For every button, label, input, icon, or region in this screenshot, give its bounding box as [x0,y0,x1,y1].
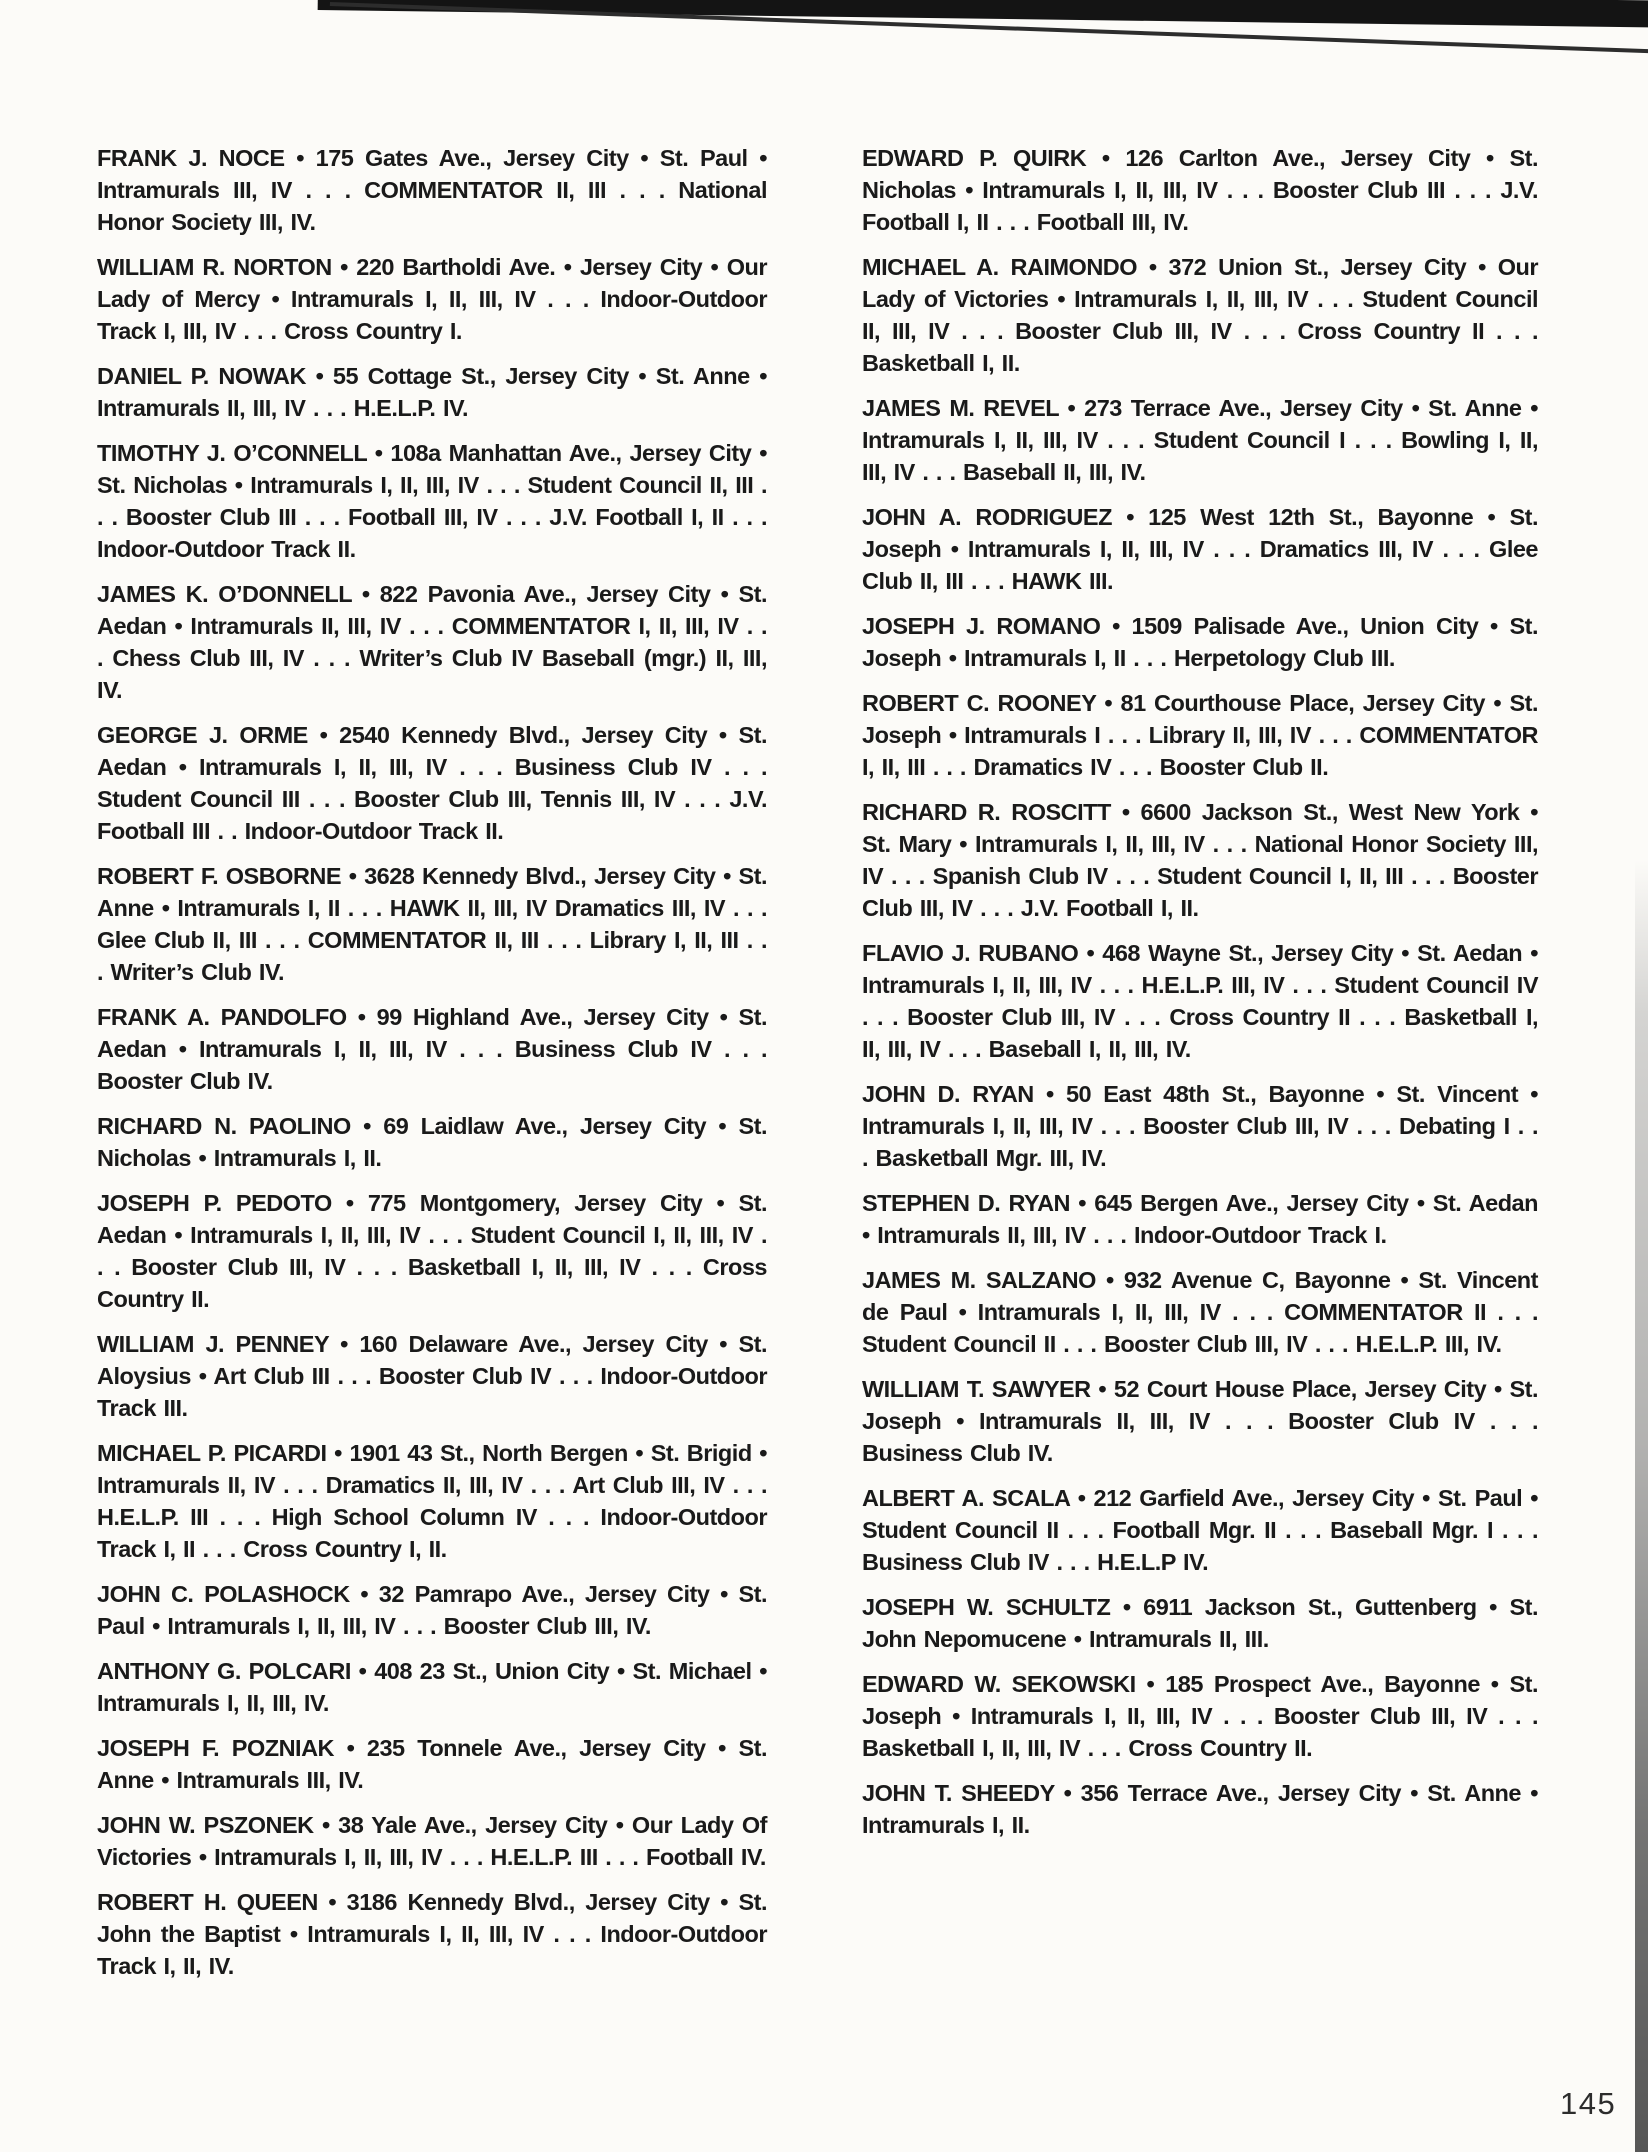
bullet-separator: • [349,1581,379,1607]
student-name: JOHN C. POLASHOCK [97,1581,350,1607]
student-name: EDWARD W. SEKOWSKI [862,1671,1136,1697]
directory-entry [862,796,1538,924]
bullet-separator: • [1095,690,1121,716]
student-name: RICHARD R. ROSCITT [862,799,1111,825]
entry-details: 38 Yale Ave., Jersey City • Our Lady Of Victories • Intramurals I, II, III, IV . . . H.E.L.P. III . . . Football IV. [97,1812,767,1870]
entry-details: 108a Manhattan Ave., Jersey City • St. Nicholas • Intramurals I, II, III, IV . . . Student Council II, III . . . Booster Club III . . . Football III, IV . . . J.V. Football I, II . . . Indoor-Outdoor Track II. [97,440,767,562]
bullet-separator: • [1100,613,1132,639]
entry-details: 822 Pavonia Ave., Jersey City • St. Aedan • Intramurals II, III, IV . . . COMMENTATOR I, II, III, IV . . . Chess Club III, IV . . . Writer’s Club IV Baseball (mgr.) II, III, IV. [97,581,767,703]
bullet-separator: • [328,1331,360,1357]
student-name: ROBERT H. QUEEN [97,1889,318,1915]
directory-entry [97,1732,767,1796]
bullet-separator: • [350,1113,384,1139]
page-number: 145 [1560,2086,1617,2121]
student-name: FLAVIO J. RUBANO [862,940,1079,966]
student-name: FRANK A. PANDOLFO [97,1004,347,1030]
student-name: TIMOTHY J. O’CONNELL [97,440,367,466]
directory-entry [862,1187,1538,1251]
student-name: JOSEPH J. ROMANO [862,613,1101,639]
entry-details: 126 Carlton Ave., Jersey City • St. Nicholas • Intramurals I, II, III, IV . . . Booster Club III . . . J.V. Football I, II . . . Football III, IV. [862,145,1538,235]
student-name: JOHN W. PSZONEK [97,1812,314,1838]
entry-details: 775 Montgomery, Jersey City • St. Aedan • Intramurals I, II, III, IV . . . Student Council I, II, III, IV . . . Booster Club III, IV . . . Basketball I, II, III, IV . . . Cross Country II. [97,1190,767,1312]
bullet-separator: • [351,581,380,607]
bullet-separator: • [341,863,365,889]
directory-entry [862,1264,1538,1360]
entry-details: 81 Courthouse Place, Jersey City • St. Joseph • Intramurals I . . . Library II, III, IV . . . COMMENTATOR I, II, III . . . Dramatics IV . . . Booster Club II. [862,690,1538,780]
entry-details: 932 Avenue C, Bayonne • St. Vincent de Paul • Intramurals I, II, III, IV . . . COMMENTATOR II . . . Student Council II . . . Booster Club III, IV . . . H.E.L.P. III, IV. [862,1267,1538,1357]
entry-details: 55 Cottage St., Jersey City • St. Anne • Intramurals II, III, IV . . . H.E.L.P. IV. [97,363,767,421]
directory-entry [862,251,1538,379]
directory-entry [97,578,767,706]
directory-entry [97,719,767,847]
directory-entry [862,1373,1538,1469]
entry-details: 220 Bartholdi Ave. • Jersey City • Our Lady of Mercy • Intramurals I, II, III, IV . . . Indoor-Outdoor Track I, III, IV . . . Cross Country I. [97,254,767,344]
directory-entry [97,142,767,238]
student-name: WILLIAM T. SAWYER [862,1376,1091,1402]
directory-entry [97,1437,767,1565]
student-name: FRANK J. NOCE [97,145,285,171]
directory-entry [862,1591,1538,1655]
entry-details: 3628 Kennedy Blvd., Jersey City • St. Anne • Intramurals I, II . . . HAWK II, III, IV Dramatics III, IV . . . Glee Club II, III . . . COMMENTATOR II, III . . . Library I, II, III . . . Writer’s Club IV. [97,863,767,985]
directory-entry [97,437,767,565]
student-name: JOSEPH P. PEDOTO [97,1190,332,1216]
directory-entry [97,1886,767,1982]
bullet-separator: • [1090,1376,1114,1402]
entry-details: 1509 Palisade Ave., Union City • St. Joseph • Intramurals I, II . . . Herpetology Club III. [862,613,1538,671]
scan-artifact-top-band [318,0,1648,29]
student-name: RICHARD N. PAOLINO [97,1113,351,1139]
bullet-separator: • [350,1658,375,1684]
bullet-separator: • [284,145,316,171]
bullet-separator: • [1110,799,1141,825]
student-name: JAMES M. SALZANO [862,1267,1096,1293]
directory-entry [862,1668,1538,1764]
bullet-separator: • [1069,1485,1094,1511]
directory-entry [862,937,1538,1065]
student-name: WILLIAM J. PENNEY [97,1331,329,1357]
bullet-separator: • [313,1812,339,1838]
bullet-separator: • [1095,1267,1124,1293]
entry-details: 212 Garfield Ave., Jersey City • St. Paul • Student Council II . . . Football Mgr. II . . . Baseball Mgr. I . . . Business Club IV . . . H.E.L.P IV. [862,1485,1538,1575]
directory-entry [862,392,1538,488]
student-name: EDWARD P. QUIRK [862,145,1087,171]
entry-details: 52 Court House Place, Jersey City • St. Joseph • Intramurals II, III, IV . . . Booster Club IV . . . Business Club IV. [862,1376,1538,1466]
directory-entry [862,1482,1538,1578]
directory-entry [97,360,767,424]
student-name: DANIEL P. NOWAK [97,363,306,389]
entry-details: 372 Union St., Jersey City • Our Lady of Victories • Intramurals I, II, III, IV . . . Student Council II, III, IV . . . Booster Club III, IV . . . Cross Country II . . . Basketball I, II. [862,254,1538,376]
directory-entry [97,1655,767,1719]
directory-entry [862,1777,1538,1841]
student-name: JOSEPH W. SCHULTZ [862,1594,1111,1620]
directory-entry [97,1809,767,1873]
bullet-separator: • [1111,504,1149,530]
bullet-separator: • [334,1735,367,1761]
directory-entry [97,1001,767,1097]
entry-details: 2540 Kennedy Blvd., Jersey City • St. Aedan • Intramurals I, II, III, IV . . . Business Club IV . . . Student Council III . . . Booster Club III, Tennis III, IV . . . J.V. Football III . . Indoor-Outdoor Track II. [97,722,767,844]
entry-details: 273 Terrace Ave., Jersey City • St. Anne • Intramurals I, II, III, IV . . . Student Council I . . . Bowling I, II, III, IV . . . Baseball II, III, IV. [862,395,1538,485]
entry-details: 50 East 48th St., Bayonne • St. Vincent • Intramurals I, II, III, IV . . . Booster Club III, IV . . . Debating I . . . Basketball Mgr. III, IV. [862,1081,1538,1171]
bullet-separator: • [1135,1671,1166,1697]
student-name: JOHN T. SHEEDY [862,1780,1055,1806]
entry-details: 1901 43 St., North Bergen • St. Brigid • Intramurals II, IV . . . Dramatics II, III, IV . . . Art Club III, IV . . . H.E.L.P. III . . . High School Column IV . . . Indoor-Outdoor Track I, II . . . Cross Country I, II. [97,1440,767,1562]
directory-entry [97,251,767,347]
scan-artifact-right-strip [1635,860,1648,2152]
student-name: JAMES K. O’DONNELL [97,581,352,607]
directory-entry [862,610,1538,674]
directory-entry [97,1110,767,1174]
bullet-separator: • [346,1004,377,1030]
directory-column-left [97,142,767,1995]
student-name: MICHAEL P. PICARDI [97,1440,327,1466]
student-name: MICHAEL A. RAIMONDO [862,254,1138,280]
directory-column-right [862,142,1538,1854]
student-name: WILLIAM R. NORTON [97,254,332,280]
student-name: JAMES M. REVEL [862,395,1059,421]
bullet-separator: • [1054,1780,1081,1806]
entry-details: 32 Pamrapo Ave., Jersey City • St. Paul • Intramurals I, II, III, IV . . . Booster Club III, IV. [97,1581,767,1639]
directory-entry [862,687,1538,783]
bullet-separator: • [331,254,357,280]
directory-entry [97,1328,767,1424]
student-name: JOHN D. RYAN [862,1081,1034,1107]
entry-details: 6911 Jackson St., Guttenberg • St. John Nepomucene • Intramurals II, III. [862,1594,1538,1652]
bullet-separator: • [1110,1594,1144,1620]
bullet-separator: • [307,722,340,748]
bullet-separator: • [317,1889,347,1915]
bullet-separator: • [1078,940,1103,966]
directory-entry [97,1578,767,1642]
bullet-separator: • [305,363,333,389]
entry-details: 3186 Kennedy Blvd., Jersey City • St. John the Baptist • Intramurals I, II, III, IV . . . Indoor-Outdoor Track I, II, IV. [97,1889,767,1979]
bullet-separator: • [366,440,391,466]
entry-details: 99 Highland Ave., Jersey City • St. Aedan • Intramurals I, II, III, IV . . . Business Club IV . . . Booster Club IV. [97,1004,767,1094]
directory-entry [862,501,1538,597]
entry-details: 185 Prospect Ave., Bayonne • St. Joseph • Intramurals I, II, III, IV . . . Booster Club III, IV . . . Basketball I, II, III, IV . . . Cross Country II. [862,1671,1538,1761]
student-name: JOSEPH F. POZNIAK [97,1735,335,1761]
entry-details: 468 Wayne St., Jersey City • St. Aedan • Intramurals I, II, III, IV . . . H.E.L.P. III, IV . . . Student Council IV . . . Booster Club III, IV . . . Cross Country II . . . Basketball I, II, III, IV . . . Baseball I, II, III, IV. [862,940,1538,1062]
student-name: JOHN A. RODRIGUEZ [862,504,1112,530]
bullet-separator: • [1070,1190,1095,1216]
entry-details: 175 Gates Ave., Jersey City • St. Paul • Intramurals III, IV . . . COMMENTATOR II, III . . . National Honor Society III, IV. [97,145,767,235]
student-name: ALBERT A. SCALA [862,1485,1070,1511]
entry-details: 69 Laidlaw Ave., Jersey City • St. Nicholas • Intramurals I, II. [97,1113,767,1171]
directory-entry [97,860,767,988]
student-name: ROBERT C. ROONEY [862,690,1096,716]
student-name: STEPHEN D. RYAN [862,1190,1071,1216]
entry-details: 6600 Jackson St., West New York • St. Mary • Intramurals I, II, III, IV . . . National Honor Society III, IV . . . Spanish Club IV . . . Student Council I, II, III . . . Booster Club III, IV . . . J.V. Football I, II. [862,799,1538,921]
bullet-separator: • [1033,1081,1066,1107]
entry-details: 160 Delaware Ave., Jersey City • St. Aloysius • Art Club III . . . Booster Club IV . . . Indoor-Outdoor Track III. [97,1331,767,1421]
entry-details: 235 Tonnele Ave., Jersey City • St. Anne • Intramurals III, IV. [97,1735,767,1793]
entry-details: 356 Terrace Ave., Jersey City • St. Anne • Intramurals I, II. [862,1780,1538,1838]
bullet-separator: • [331,1190,368,1216]
bullet-separator: • [1137,254,1169,280]
directory-entry [97,1187,767,1315]
student-name: ROBERT F. OSBORNE [97,863,342,889]
entry-details: 125 West 12th St., Bayonne • St. Joseph • Intramurals I, II, III, IV . . . Dramatics III, IV . . . Glee Club II, III . . . HAWK III. [862,504,1538,594]
bullet-separator: • [326,1440,350,1466]
entry-details: 408 23 St., Union City • St. Michael • Intramurals I, II, III, IV. [97,1658,767,1716]
student-name: GEORGE J. ORME [97,722,308,748]
directory-entry [862,142,1538,238]
directory-entry [862,1078,1538,1174]
entry-details: 645 Bergen Ave., Jersey City • St. Aedan • Intramurals II, III, IV . . . Indoor-Outdoor Track I. [862,1190,1538,1248]
bullet-separator: • [1086,145,1126,171]
student-name: ANTHONY G. POLCARI [97,1658,351,1684]
bullet-separator: • [1058,395,1085,421]
